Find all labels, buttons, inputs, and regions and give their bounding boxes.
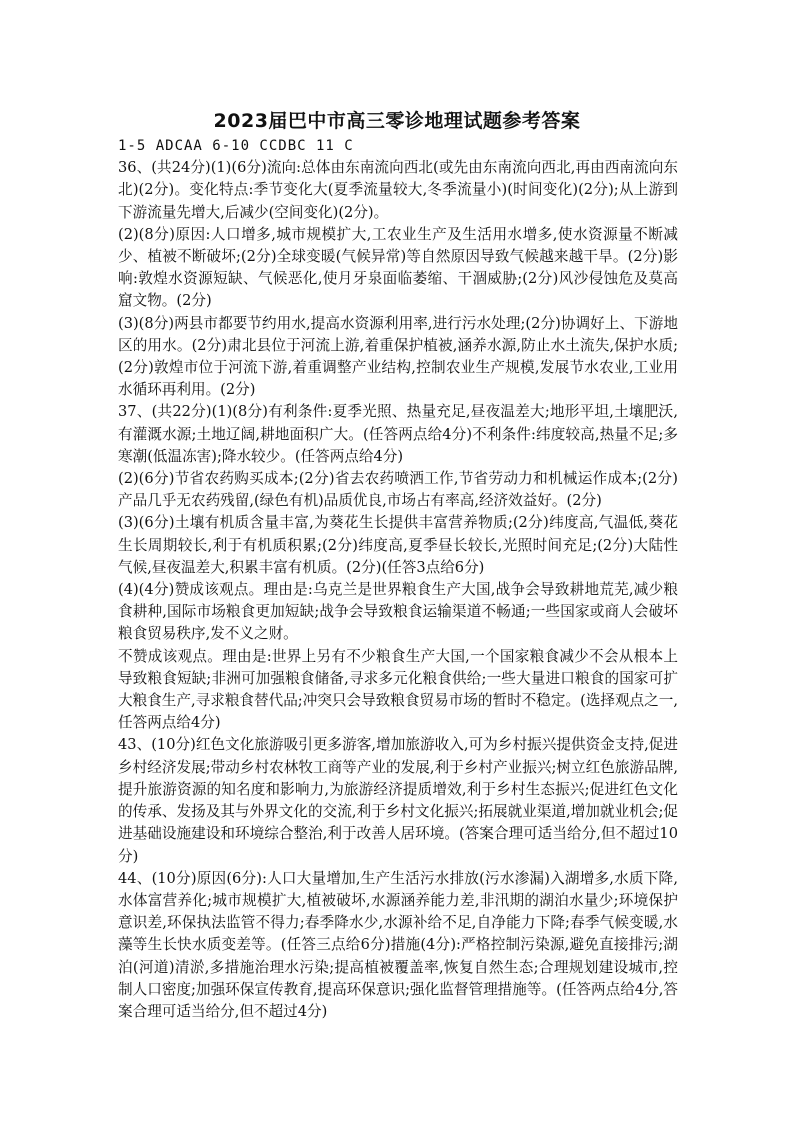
- multiple-choice-answer-key: 1-5 ADCAA 6-10 CCDBC 11 C: [118, 138, 354, 154]
- answer-37-part-2: (2)(6分)节省农药购买成本;(2分)省去农药喷洒工作,节省劳动力和机械运作成本;(2分)产品几乎无农药残留,(绿色有机)品质优良,市场占有率高,经济效益好。(2分): [118, 470, 678, 510]
- answer-44: 44、(10分)原因(6分):人口大量增加,生产生活污水排放(污水渗漏)入湖增多,水质下降,水体富营养化;城市规模扩大,植被破坏,水源涵养能力差,非汛期的湖泊水量少;环境保护意识差,环保执法监管不得力;春季降水少,水源补给不足,自净能力下降;春季气候变暖,水藻等生长快水质变差等。(任答三点给6分)措施(4分):严格控制污染源,避免直接排污;湖泊(河道)清淤,多措施治理水污染;提高植被覆盖率,恢复自然生态;合理规划建设城市,控制人口密度;加强环保宣传教育,提高环保意识;强化监督管理措施等。(任答两点给4分,答案合理可适当给分,但不超过4分): [118, 869, 678, 1020]
- answer-37-part-3: (3)(6分)土壤有机质含量丰富,为葵花生长提供丰富营养物质;(2分)纬度高,气温低,葵花生长周期较长,利于有机质积累;(2分)纬度高,夏季昼长较长,光照时间充足;(2分)大陆性气候,昼夜温差大,积累丰富有机质。(2分)(任答3点给6分): [118, 514, 678, 576]
- answer-body: [118, 135, 678, 1023]
- page-title: 2023届巴中市高三零诊地理试题参考答案: [213, 110, 581, 132]
- answer-36-part-3: (3)(8分)两县市都要节约用水,提高水资源利用率,进行污水处理;(2分)协调好上、下游地区的用水。(2分)肃北县位于河流上游,着重保护植被,涵养水源,防止水土流失,保护水质;(2分)敦煌市位于河流下游,着重调整产业结构,控制农业生产规模,发展节水农业,工业用水循环再利用。(2分): [118, 314, 678, 399]
- answer-36-part-2: (2)(8分)原因:人口增多,城市规模扩大,工农业生产及生活用水增多,使水资源量不断减少、植被不断破坏;(2分)全球变暖(气候异常)等自然原因导致气候越来越干旱。(2分)影响:敦煌水资源短缺、气候恶化,使月牙泉面临萎缩、干涸威胁;(2分)风沙侵蚀危及莫高窟文物。(2分): [118, 225, 678, 310]
- answer-37-part-1: 37、(共22分)(1)(8分)有利条件:夏季光照、热量充足,昼夜温差大;地形平坦,土壤肥沃,有灌溉水源;土地辽阔,耕地面积广大。(任答两点给4分)不利条件:纬度较高,热量不足;多寒潮(低温冻害);降水较少。(任答两点给4分): [118, 403, 678, 465]
- answer-37-part-4-agree: (4)(4分)赞成该观点。理由是:乌克兰是世界粮食生产大国,战争会导致耕地荒芜,减少粮食耕种,国际市场粮食更加短缺;战争会导致粮食运输渠道不畅通;一些国家或商人会破坏粮食贸易秩序,发不义之财。: [118, 581, 678, 643]
- answer-43: 43、(10分)红色文化旅游吸引更多游客,增加旅游收入,可为乡村振兴提供资金支持,促进乡村经济发展;带动乡村农林牧工商等产业的发展,利于乡村产业振兴;树立红色旅游品牌,提升旅游资源的知名度和影响力,为旅游经济提质增效,利于乡村生态振兴;促进红色文化的传承、发扬及其与外界文化的交流,利于乡村文化振兴;拓展就业渠道,增加就业机会;促进基础设施建设和环境综合整治,利于改善人居环境。(答案合理可适当给分,但不超过10分): [118, 736, 678, 865]
- answer-37-part-4-disagree: 不赞成该观点。理由是:世界上另有不少粮食生产大国,一个国家粮食减少不会从根本上导致粮食短缺;非洲可加强粮食储备,寻求多元化粮食供给;一些大量进口粮食的国家可扩大粮食生产,寻求粮食替代品;冲突只会导致粮食贸易市场的暂时不稳定。(选择观点之一,任答两点给4分): [118, 647, 678, 732]
- answer-36-part-1: 36、(共24分)(1)(6分)流向:总体由东南流向西北(或先由东南流向西北,再由西南流向东北)(2分)。变化特点:季节变化大(夏季流量较大,冬季流量小)(时间变化)(2分);从上游到下游流量先增大,后减少(空间变化)(2分)。: [118, 159, 678, 221]
